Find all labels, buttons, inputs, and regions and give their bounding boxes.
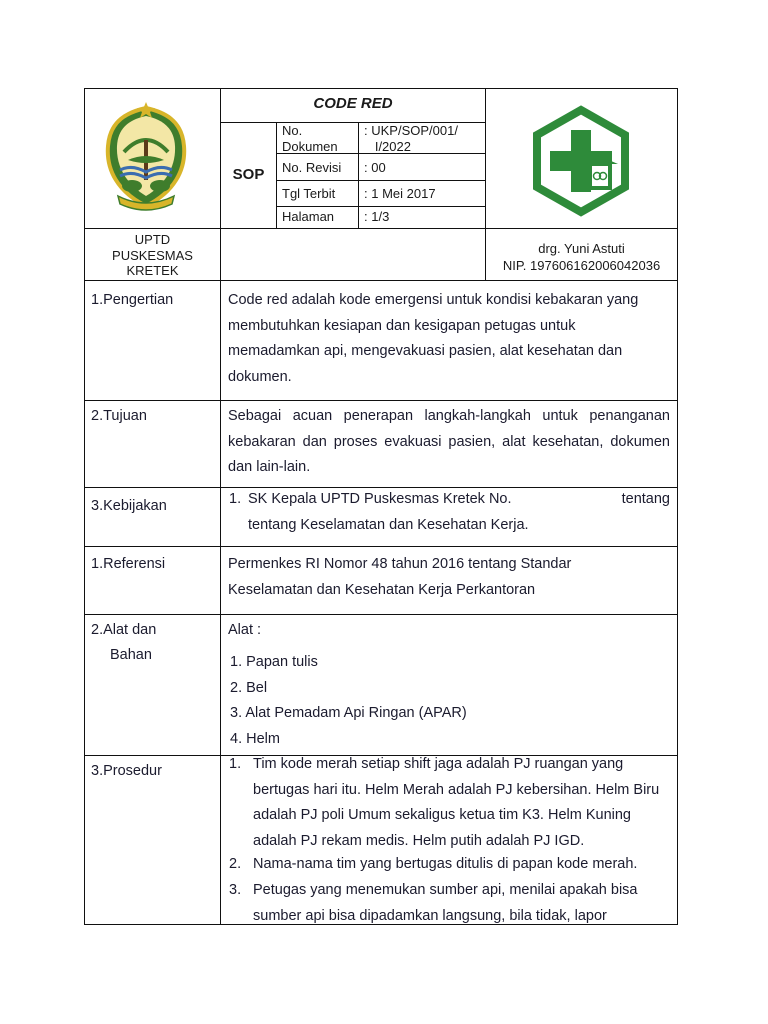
section-label-kebijakan: 3.Kebijakan: [91, 498, 167, 514]
section-text-referensi: Permenkes RI Nomor 48 tahun 2016 tentang Standar Keselamatan dan Kesehatan Kerja Perkantoran: [228, 556, 572, 598]
section-label-alat: 2.Alat dan: [91, 622, 157, 638]
prosedur-step-text: Petugas yang menemukan sumber api, menilai apakah bisa sumber api bisa dipadamkan langsung, bila tidak, lapor: [253, 882, 638, 924]
section-label-referensi: 1.Referensi: [91, 556, 166, 572]
meta-value-no-revisi: : 00: [364, 160, 386, 175]
prosedur-step-number: 2.: [229, 856, 242, 872]
section-label-bahan: Bahan: [110, 647, 152, 663]
section-label-pengertian: 1.Pengertian: [91, 292, 174, 308]
meta-label-tgl-terbit: Tgl Terbit: [282, 186, 336, 201]
signer-name: drg. Yuni Astuti: [538, 241, 625, 256]
alat-heading: Alat :: [228, 622, 262, 638]
meta-label-no-dokumen: No. Dokumen: [282, 123, 338, 154]
alat-list: [230, 650, 467, 752]
regency-emblem: [102, 100, 190, 214]
meta-value-tgl-terbit: : 1 Mei 2017: [364, 186, 436, 201]
section-text-tujuan: Sebagai acuan penerapan langkah-langkah untuk penanganan kebakaran dan proses evakuasi pasien, alat kesehatan, dokumen dan lain-lain.: [228, 408, 670, 475]
puskesmas-logo: [528, 104, 634, 218]
meta-label-no-revisi: No. Revisi: [282, 160, 342, 175]
alat-item: 4. Helm: [230, 730, 280, 747]
meta-value-no-dokumen: : UKP/SOP/001/ I/2022: [364, 123, 458, 154]
meta-value-halaman: : 1/3: [364, 209, 390, 224]
prosedur-step-text: Tim kode merah setiap shift jaga adalah PJ ruangan yang bertugas hari itu. Helm Merah adalah PJ kebersihan. Helm Biru adalah PJ poli Umum sekaligus ketua tim K3. Helm Kuning adalah PJ rekam medis. Helm putih adalah PJ IGD.: [253, 756, 660, 849]
sop-label: SOP: [232, 166, 265, 183]
kebijakan-item-text: SK Kepala UPTD Puskesmas Kretek No.: [248, 491, 512, 507]
section-text-pengertian: Code red adalah kode emergensi untuk kondisi kebakaran yang membutuhkan kesiapan dan kesigapan petugas untuk memadamkan api, mengevakuasi pasien, alat kesehatan dan dokumen.: [228, 292, 639, 385]
section-label-prosedur: 3.Prosedur: [91, 763, 162, 779]
prosedur-step-number: 1.: [229, 756, 242, 772]
alat-item: 1. Papan tulis: [230, 654, 318, 670]
prosedur-step-number: 3.: [229, 882, 242, 898]
document-title: CODE RED: [313, 95, 393, 112]
org-name: UPTD PUSKESMAS KRETEK: [112, 232, 193, 278]
kebijakan-item-number: 1.: [229, 491, 242, 507]
section-label-tujuan: 2.Tujuan: [91, 408, 147, 424]
kebijakan-item-tentang: tentang: [621, 491, 670, 507]
alat-item: 3. Alat Pemadam Api Ringan (APAR): [230, 705, 467, 721]
signer-nip: NIP. 197606162006042036: [502, 258, 661, 273]
kebijakan-item-continuation: tentang Keselamatan dan Kesehatan Kerja.: [248, 517, 529, 533]
meta-label-halaman: Halaman: [282, 209, 335, 224]
alat-item: 2. Bel: [230, 679, 268, 696]
prosedur-step-text: Nama-nama tim yang bertugas ditulis di papan kode merah.: [253, 856, 638, 872]
